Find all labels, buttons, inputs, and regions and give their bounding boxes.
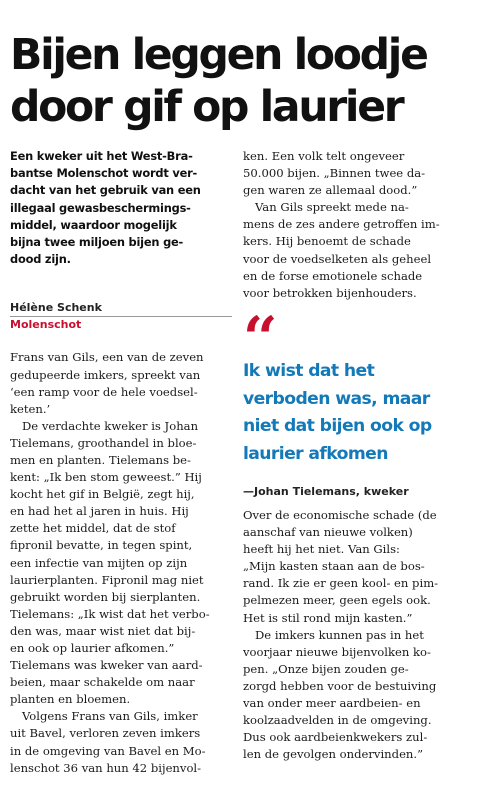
intro-paragraph bbox=[10, 148, 232, 268]
body-line: pen. „Onze bijen zouden ge- bbox=[243, 661, 409, 676]
intro-line: Een kweker uit het West-Bra- bbox=[10, 149, 193, 163]
body-line: „Mijn kasten staan aan de bos- bbox=[243, 559, 425, 574]
body-line: Volgens Frans van Gils, imker bbox=[22, 709, 198, 724]
body-line: len de gevolgen ondervinden.” bbox=[243, 747, 424, 762]
intro-line: middel, waardoor mogelijk bbox=[10, 217, 177, 232]
body-line: zette het middel, dat de stof bbox=[10, 521, 176, 536]
body-line: den was, maar wist niet dat bij- bbox=[10, 623, 196, 638]
body-line: kocht het gif in België, zegt hij, bbox=[10, 487, 195, 502]
author-name: Hélène Schenk bbox=[10, 300, 232, 317]
body-line: Van Gils spreekt mede na- bbox=[255, 200, 409, 215]
body-line: gebruikt worden bij sierplanten. bbox=[10, 589, 201, 604]
intro-line: bantse Molenschot wordt ver- bbox=[10, 166, 198, 181]
body-line: Frans van Gils, een van de zeven bbox=[10, 350, 204, 365]
body-line: fipronil bevatte, in tegen spint, bbox=[10, 538, 193, 553]
body-line: ‘een ramp voor de hele voedsel- bbox=[10, 384, 198, 399]
body-line: en ook op laurier afkomen.” bbox=[10, 641, 175, 656]
quote-mark-icon: ‘‘ bbox=[243, 304, 272, 372]
body-line: De imkers kunnen pas in het bbox=[255, 627, 424, 642]
body-line: voor de voedselketen als geheel bbox=[243, 251, 432, 266]
body-line: Dus ook aardbeienkwekers zul- bbox=[243, 730, 428, 745]
body-line: aanschaf van nieuwe volken) bbox=[243, 525, 413, 540]
body-line: mens de zes andere getroffen im- bbox=[243, 217, 440, 232]
body-line: Tielemans: „Ik wist dat het verbo- bbox=[10, 606, 210, 621]
article-body-right-top bbox=[243, 148, 473, 302]
body-line: gen waren ze allemaal dood.” bbox=[243, 183, 418, 198]
pull-quote bbox=[243, 304, 475, 499]
quote-line: niet dat bijen ook op bbox=[243, 416, 432, 436]
body-line: Tielemans was kweker van aard- bbox=[10, 658, 203, 673]
intro-line: bijna twee miljoen bijen ge- bbox=[10, 235, 184, 250]
body-line: laurierplanten. Fipronil mag niet bbox=[10, 572, 204, 587]
body-line: pelmezen meer, geen egels ook. bbox=[243, 593, 431, 608]
right-column-top bbox=[243, 148, 473, 302]
headline bbox=[10, 30, 476, 134]
body-line: uit Bavel, verloren zeven imkers bbox=[10, 726, 201, 741]
body-line: De verdachte kweker is Johan bbox=[22, 418, 199, 433]
quote-line: laurier afkomen bbox=[243, 443, 388, 464]
article-body-left bbox=[10, 349, 232, 776]
body-line: van onder meer aardbeien- en bbox=[243, 696, 421, 711]
body-line: en had het al jaren in huis. Hij bbox=[10, 504, 189, 519]
quote-line: verboden was, maar bbox=[243, 388, 430, 409]
body-line: 50.000 bijen. „Binnen twee da- bbox=[243, 166, 426, 181]
left-column bbox=[10, 148, 232, 777]
body-line: voorjaar nieuwe bijenvolken ko- bbox=[243, 644, 431, 659]
body-line: Het is stil rond mijn kasten.” bbox=[243, 610, 413, 625]
body-line: een infectie van mijten op zijn bbox=[10, 555, 188, 570]
body-line: men en planten. Tielemans be- bbox=[10, 452, 191, 467]
headline-line-2: door gif op laurier bbox=[10, 83, 403, 132]
body-line: rand. Ik zie er geen kool- en pim- bbox=[243, 576, 439, 591]
body-line: gedupeerde imkers, spreekt van bbox=[10, 367, 201, 382]
body-line: in de omgeving van Bavel en Mo- bbox=[10, 743, 206, 758]
body-line: koolzaadvelden in de omgeving. bbox=[243, 713, 432, 728]
intro-line: dood zijn. bbox=[10, 252, 71, 267]
body-line: beien, maar schakelde om naar bbox=[10, 675, 195, 690]
article-body-right-bottom bbox=[243, 507, 475, 763]
body-line: kent: „Ik ben stom geweest.” Hij bbox=[10, 470, 202, 485]
quote-line: Ik wist dat het bbox=[243, 361, 375, 381]
dateline-place: Molenschot bbox=[10, 318, 82, 332]
body-line: zorgd hebben voor de bestuiving bbox=[243, 678, 437, 693]
intro-line: dacht van het gebruik van een bbox=[10, 183, 201, 198]
body-line: ken. Een volk telt ongeveer bbox=[243, 149, 405, 163]
body-line: voor betrokken bijenhouders. bbox=[243, 285, 417, 300]
quote-attribution: —Johan Tielemans, kweker bbox=[243, 485, 409, 498]
body-line: keten.’ bbox=[10, 401, 51, 416]
body-line: planten en bloemen. bbox=[10, 692, 131, 707]
body-line: heeft hij het niet. Van Gils: bbox=[243, 542, 400, 557]
body-line: Tielemans, groothandel in bloe- bbox=[10, 435, 197, 450]
body-line: Over de economische schade (de bbox=[243, 508, 437, 522]
body-line: lenschot 36 van hun 42 bijenvol- bbox=[10, 760, 202, 775]
body-line: kers. Hij benoemt de schade bbox=[243, 234, 411, 249]
pull-quote-text bbox=[243, 358, 475, 468]
body-line: en de forse emotionele schade bbox=[243, 268, 423, 283]
intro-line: illegaal gewasbeschermings- bbox=[10, 200, 191, 215]
headline-line-1: Bijen leggen loodje bbox=[10, 31, 427, 80]
right-column-bottom bbox=[243, 507, 475, 763]
